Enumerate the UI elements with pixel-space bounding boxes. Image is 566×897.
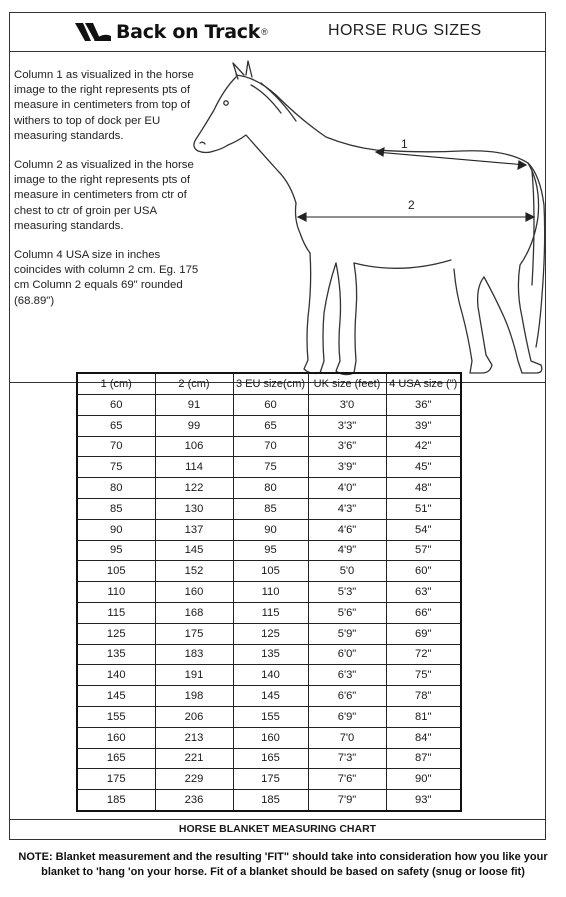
table-cell: 110	[233, 582, 308, 603]
table-row	[77, 769, 461, 790]
table-cell: 137	[155, 519, 233, 540]
table-cell: 99	[155, 415, 233, 436]
table-row	[77, 665, 461, 686]
table-cell: 168	[155, 602, 233, 623]
table-cell: 145	[233, 686, 308, 707]
line-1-label: 1	[401, 137, 408, 151]
table-cell: 42"	[386, 436, 461, 457]
table-cell: 69"	[386, 623, 461, 644]
table-cell: 152	[155, 561, 233, 582]
table-cell: 160	[155, 582, 233, 603]
brand-name: Back on Track	[116, 21, 261, 43]
table-cell: 198	[155, 686, 233, 707]
header	[10, 13, 545, 52]
horse-logo-icon	[74, 20, 112, 44]
column-description	[14, 68, 199, 323]
table-cell: 125	[233, 623, 308, 644]
chart-caption: HORSE BLANKET MEASURING CHART	[10, 819, 545, 839]
table-cell: 5'6"	[308, 602, 386, 623]
table-cell: 175	[233, 769, 308, 790]
table-row	[77, 706, 461, 727]
table-cell: 114	[155, 457, 233, 478]
table-cell: 185	[233, 790, 308, 811]
table-cell: 4'9"	[308, 540, 386, 561]
table-cell: 63"	[386, 582, 461, 603]
table-cell: 122	[155, 478, 233, 499]
table-cell: 75"	[386, 665, 461, 686]
table-cell: 175	[155, 623, 233, 644]
table-cell: 85	[233, 498, 308, 519]
table-cell: 4'3"	[308, 498, 386, 519]
table-cell: 175	[77, 769, 155, 790]
line-2-label: 2	[408, 198, 415, 212]
table-row	[77, 748, 461, 769]
table-cell: 39"	[386, 415, 461, 436]
table-cell: 90	[233, 519, 308, 540]
table-cell: 3'9"	[308, 457, 386, 478]
table-row	[77, 582, 461, 603]
header-col-3: 3 EU size(cm)	[233, 373, 308, 395]
table-cell: 90"	[386, 769, 461, 790]
size-table	[76, 372, 462, 812]
table-cell: 87"	[386, 748, 461, 769]
table-row	[77, 602, 461, 623]
table-cell: 236	[155, 790, 233, 811]
table-cell: 145	[155, 540, 233, 561]
registered-mark: ®	[261, 27, 268, 37]
table-cell: 70	[233, 436, 308, 457]
table-row	[77, 686, 461, 707]
table-cell: 51"	[386, 498, 461, 519]
table-cell: 140	[77, 665, 155, 686]
page-title: HORSE RUG SIZES	[328, 22, 482, 39]
table-cell: 7'0	[308, 727, 386, 748]
table-cell: 7'6"	[308, 769, 386, 790]
table-cell: 70	[77, 436, 155, 457]
table-row	[77, 436, 461, 457]
column-1-description: Column 1 as visualized in the horse image to the right represents pts of measure in centimeters from top of withers to top of dock per EU measuring standards.	[14, 69, 194, 142]
table-cell: 213	[155, 727, 233, 748]
table-cell: 65	[233, 415, 308, 436]
table-cell: 95	[77, 540, 155, 561]
table-cell: 115	[233, 602, 308, 623]
table-row	[77, 540, 461, 561]
table-cell: 4'6"	[308, 519, 386, 540]
table-cell: 6'0"	[308, 644, 386, 665]
table-cell: 165	[233, 748, 308, 769]
table-cell: 185	[77, 790, 155, 811]
table-cell: 160	[77, 727, 155, 748]
table-cell: 75	[233, 457, 308, 478]
table-cell: 81"	[386, 706, 461, 727]
table-cell: 4'0"	[308, 478, 386, 499]
table-cell: 125	[77, 623, 155, 644]
column-2-description: Column 2 as visualized in the horse image to the right represents pts of measure in centimeters from ctr of chest to ctr of groin per USA measuring standards.	[14, 159, 194, 232]
table-cell: 85	[77, 498, 155, 519]
table-cell: 145	[77, 686, 155, 707]
table-cell: 160	[233, 727, 308, 748]
table-cell: 110	[77, 582, 155, 603]
table-cell: 206	[155, 706, 233, 727]
table-row	[77, 644, 461, 665]
table-cell: 106	[155, 436, 233, 457]
table-cell: 36"	[386, 395, 461, 416]
table-row	[77, 519, 461, 540]
table-cell: 5'9"	[308, 623, 386, 644]
table-cell: 115	[77, 602, 155, 623]
table-cell: 80	[233, 478, 308, 499]
table-cell: 135	[233, 644, 308, 665]
table-cell: 191	[155, 665, 233, 686]
table-cell: 72"	[386, 644, 461, 665]
table-cell: 7'3"	[308, 748, 386, 769]
table-cell: 6'9"	[308, 706, 386, 727]
table-row	[77, 561, 461, 582]
horse-measurement-illustration	[186, 55, 546, 381]
table-row	[77, 727, 461, 748]
table-row	[77, 790, 461, 811]
brand-logo	[74, 19, 268, 45]
table-cell: 60"	[386, 561, 461, 582]
table-header-row	[77, 373, 461, 395]
table-cell: 155	[77, 706, 155, 727]
header-col-2: 2 (cm)	[155, 373, 233, 395]
intro-section	[10, 51, 545, 383]
table-cell: 65	[77, 415, 155, 436]
table-row	[77, 623, 461, 644]
table-cell: 75	[77, 457, 155, 478]
table-cell: 183	[155, 644, 233, 665]
fit-note: NOTE: Blanket measurement and the resulting 'FIT" should take into consideration how you like your blanket to 'hang 'on your horse. Fit of a blanket should be based on safety (snug or loose fit)	[18, 851, 548, 878]
table-body	[77, 395, 461, 811]
header-col-4: UK size (feet)	[308, 373, 386, 395]
table-cell: 140	[233, 665, 308, 686]
table-cell: 6'3"	[308, 665, 386, 686]
table-cell: 5'3"	[308, 582, 386, 603]
table-cell: 105	[233, 561, 308, 582]
table-cell: 93"	[386, 790, 461, 811]
table-cell: 78"	[386, 686, 461, 707]
header-col-1: 1 (cm)	[77, 373, 155, 395]
table-cell: 48"	[386, 478, 461, 499]
table-cell: 45"	[386, 457, 461, 478]
table-row	[77, 498, 461, 519]
table-cell: 80	[77, 478, 155, 499]
table-cell: 66"	[386, 602, 461, 623]
table-cell: 3'6"	[308, 436, 386, 457]
table-cell: 7'9"	[308, 790, 386, 811]
table-cell: 84"	[386, 727, 461, 748]
table-cell: 105	[77, 561, 155, 582]
table-cell: 54"	[386, 519, 461, 540]
table-row	[77, 395, 461, 416]
table-cell: 165	[77, 748, 155, 769]
table-cell: 57"	[386, 540, 461, 561]
table-cell: 221	[155, 748, 233, 769]
table-cell: 60	[233, 395, 308, 416]
table-cell: 95	[233, 540, 308, 561]
table-cell: 155	[233, 706, 308, 727]
table-cell: 5'0	[308, 561, 386, 582]
table-cell: 60	[77, 395, 155, 416]
table-row	[77, 478, 461, 499]
column-4-description: Column 4 USA size in inches coincides with column 2 cm. Eg. 175 cm Column 2 equals 69" rounded (68.89")	[14, 249, 199, 307]
table-cell: 130	[155, 498, 233, 519]
table-cell: 6'6"	[308, 686, 386, 707]
table-row	[77, 415, 461, 436]
header-col-5: 4 USA size (")	[386, 373, 461, 395]
table-cell: 3'0	[308, 395, 386, 416]
table-cell: 3'3"	[308, 415, 386, 436]
table-row	[77, 457, 461, 478]
table-cell: 91	[155, 395, 233, 416]
table-cell: 135	[77, 644, 155, 665]
table-cell: 229	[155, 769, 233, 790]
table-cell: 90	[77, 519, 155, 540]
